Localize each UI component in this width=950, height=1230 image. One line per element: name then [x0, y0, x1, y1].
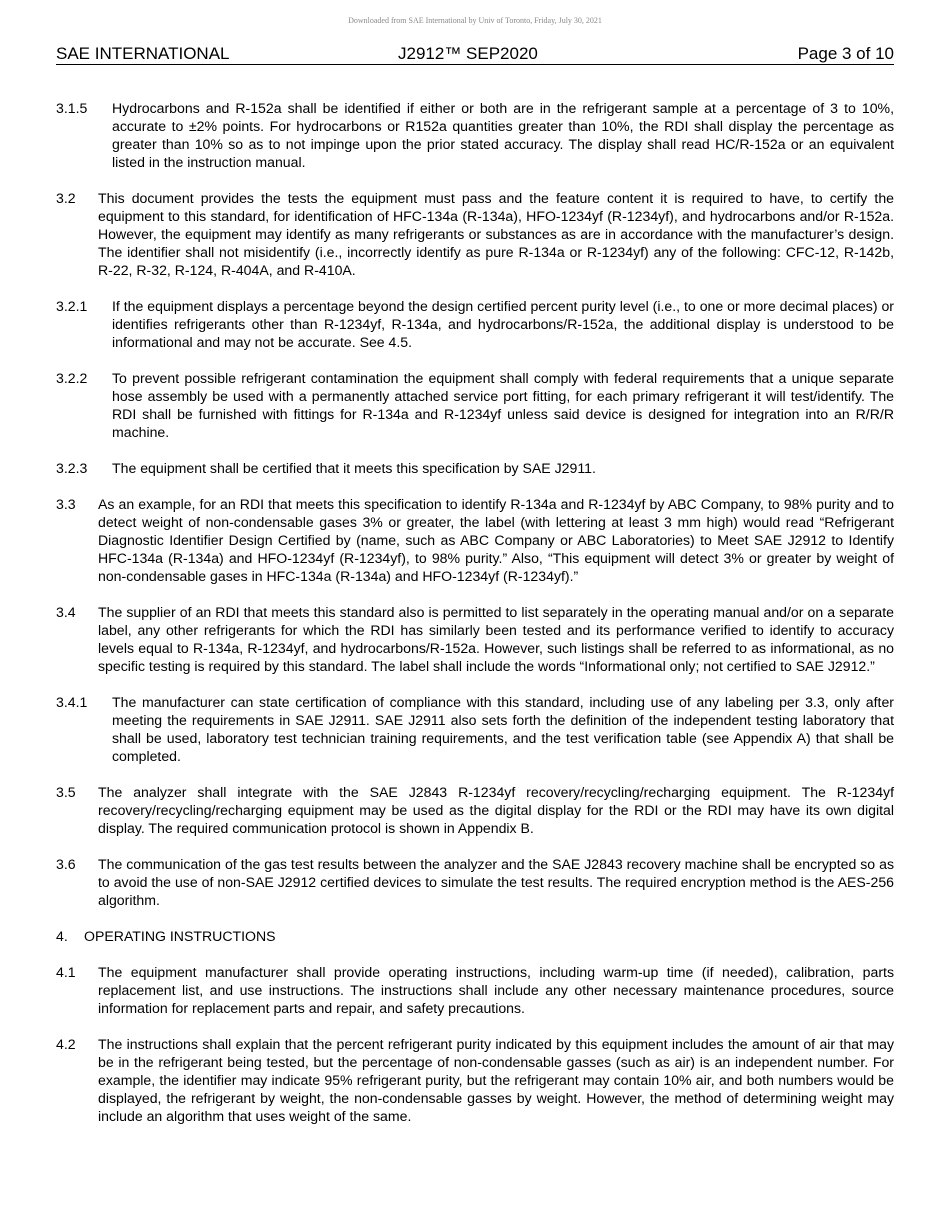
header-organization: SAE INTERNATIONAL	[56, 44, 230, 63]
paragraph-3-1-5	[56, 99, 894, 171]
paragraph-text: The manufacturer can state certification of compliance with this standard, including use of any labeling per 3.3, only after meeting the requirements in SAE J2911. SAE J2911 also sets forth the definition of the independent testing laboratory that shall be used, laboratory test technician training requirements, and the test verification table (see Appendix A) that shall be completed.	[112, 694, 894, 764]
paragraph-number: 3.5	[56, 784, 76, 800]
section-title: OPERATING INSTRUCTIONS	[84, 928, 276, 944]
section-number: 4.	[56, 928, 68, 944]
paragraph-4-1	[56, 963, 894, 1017]
paragraph-text: Hydrocarbons and R-152a shall be identified if either or both are in the refrigerant sample at a percentage of 3 to 10%, accurate to ±2% points. For hydrocarbons or R152a quantities greater than 10%, the RDI shall display the percentage as greater than 10% so as to not impinge upon the prior stated accuracy. The display shall read HC/R-152a or an equivalent listed in the instruction manual.	[112, 100, 894, 170]
paragraph-number: 3.6	[56, 856, 76, 872]
paragraph-number: 3.4.1	[56, 694, 88, 710]
paragraph-3-2-2	[56, 369, 894, 441]
document-body	[56, 99, 894, 1143]
paragraph-3-3	[56, 495, 894, 585]
paragraph-3-2	[56, 189, 894, 279]
paragraph-number: 3.2.2	[56, 370, 88, 386]
paragraph-number: 4.1	[56, 964, 76, 980]
paragraph-text: As an example, for an RDI that meets this specification to identify R-134a and R-1234yf by ABC Company, to 98% purity and to detect weight of non-condensable gases 3% or greater, the label (with lettering at least 3 mm high) would read “Refrigerant Diagnostic Identifier Design Certified by (name, such as ABC Company or ABC Laboratories) to Meet SAE J2912 to Identify HFC-134a (R-134a) and HFO-1234yf (R-1234yf), to 98% purity.” Also, “This equipment will detect 3% or greater by weight of non-condensable gases in HFC-134a (R-134a) and HFO-1234yf (R-1234yf).”	[98, 496, 894, 584]
paragraph-text: This document provides the tests the equipment must pass and the feature content it is required to have, to certify the equipment to this standard, for identification of HFC-134a (R-134a), HFO-1234yf (R-1234yf), and hydrocarbons and/or R-152a. However, the equipment may identify as many refrigerants or substances as are in accordance with the manufacturer’s design. The identifier shall not misidentify (i.e., incorrectly identify as pure R-134a or R-1234yf) any of the following: CFC-12, R-142b, R-22, R-32, R-124, R-404A, and R-410A.	[98, 190, 894, 278]
paragraph-3-2-1	[56, 297, 894, 351]
download-watermark: Downloaded from SAE International by Univ of Toronto, Friday, July 30, 2021	[348, 16, 602, 25]
paragraph-3-5	[56, 783, 894, 837]
paragraph-number: 3.2.3	[56, 460, 88, 476]
paragraph-text: The communication of the gas test results between the analyzer and the SAE J2843 recovery machine shall be encrypted so as to avoid the use of non-SAE J2912 certified devices to simulate the test results. The required encryption method is the AES-256 algorithm.	[98, 856, 894, 908]
paragraph-text: The equipment shall be certified that it meets this specification by SAE J2911.	[112, 460, 596, 476]
header-page-number: Page 3 of 10	[797, 44, 894, 63]
paragraph-number: 3.2	[56, 190, 76, 206]
paragraph-text: The instructions shall explain that the percent refrigerant purity indicated by this equipment includes the amount of air that may be in the refrigerant being tested, but the percentage of non-condensable gasses (such as air) is an independent number. For example, the identifier may indicate 95% refrigerant purity, but the refrigerant may contain 10% air, and both numbers would be displayed, the refrigerant by weight, the non-condensable gasses by weight. However, the method of determining weight may include an algorithm that uses weight of the same.	[98, 1036, 894, 1124]
paragraph-text: If the equipment displays a percentage beyond the design certified percent purity level (i.e., to one or more decimal places) or identifies refrigerants other than R-1234yf, R-134a, and hydrocarbons/R-152a, the additional display is understood to be informational and may not be accurate. See 4.5.	[112, 298, 894, 350]
paragraph-number: 4.2	[56, 1036, 76, 1052]
paragraph-text: The equipment manufacturer shall provide operating instructions, including warm-up time (if needed), calibration, parts replacement list, and use instructions. The instructions shall include any other necessary maintenance procedures, source information for replacement parts and repair, and safety precautions.	[98, 964, 894, 1016]
paragraph-text: The supplier of an RDI that meets this standard also is permitted to list separately in the operating manual and/or on a separate label, any other refrigerants for which the RDI has similarly been tested and its performance verified to identify to accuracy levels equal to R-134a, R-1234yf, and hydrocarbons/R-152a. However, such listings shall be referred to as informational, as no specific testing is required by this standard. The label shall include the words “Informational only; not certified to SAE J2912.”	[98, 604, 894, 674]
paragraph-text: To prevent possible refrigerant contamination the equipment shall comply with federal requirements that a unique separate hose assembly be used with a permanently attached service port fitting, for each primary refrigerant it will test/identify. The RDI shall be furnished with fittings for R-134a and R-1234yf unless said device is designed for integration into an R/R/R machine.	[112, 370, 894, 440]
paragraph-number: 3.2.1	[56, 298, 88, 314]
paragraph-3-6	[56, 855, 894, 909]
paragraph-text: The analyzer shall integrate with the SAE J2843 R-1234yf recovery/recycling/recharging equipment. The R-1234yf recovery/recycling/recharging equipment may be used as the digital display for the RDI or the RDI may have its own digital display. The required communication protocol is shown in Appendix B.	[98, 784, 894, 836]
paragraph-number: 3.1.5	[56, 100, 88, 116]
paragraph-3-4-1	[56, 693, 894, 765]
paragraph-number: 3.4	[56, 604, 76, 620]
section-heading-4	[56, 927, 894, 945]
page-header	[56, 44, 894, 65]
paragraph-number: 3.3	[56, 496, 76, 512]
paragraph-3-4	[56, 603, 894, 675]
paragraph-4-2	[56, 1035, 894, 1125]
paragraph-3-2-3	[56, 459, 894, 477]
header-document-id: J2912™ SEP2020	[398, 44, 538, 63]
